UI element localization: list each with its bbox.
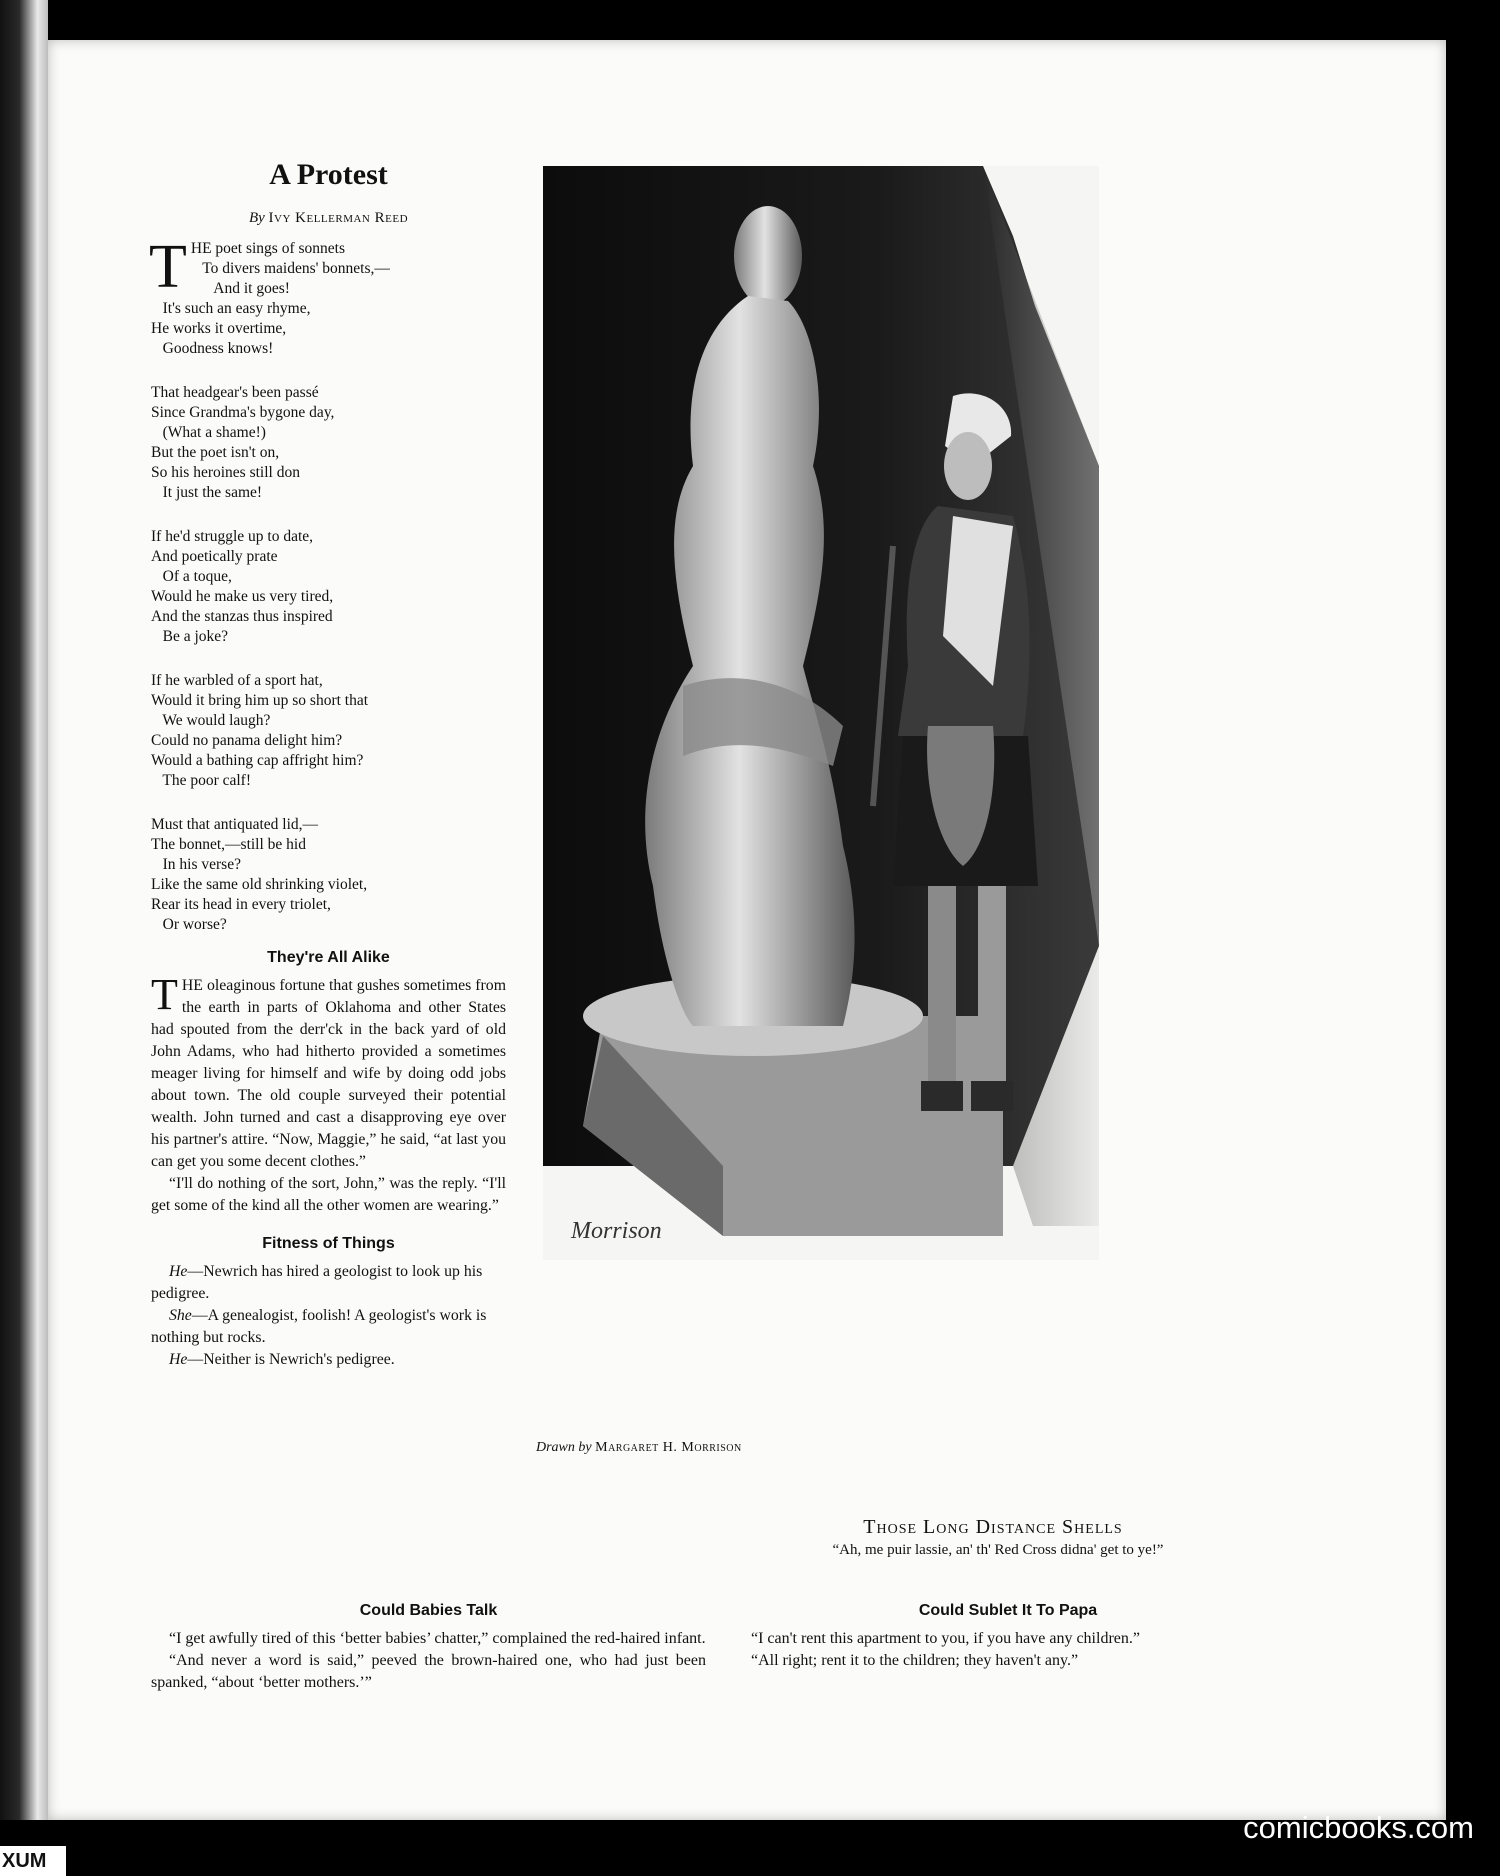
poem-dropcap: T <box>149 233 187 301</box>
site-watermark: comicbooks.com <box>1243 1810 1474 1845</box>
soldier-boot-left <box>921 1081 963 1111</box>
poem-line: Be a joke? <box>151 628 229 645</box>
poem-line: Since Grandma's bygone day, <box>151 404 335 421</box>
poem-line: And the stanzas thus inspired <box>151 608 333 625</box>
fitness-speaker: She <box>169 1307 192 1324</box>
poem-line: Or worse? <box>151 916 227 933</box>
fitness-text: —Neither is Newrich's pedigree. <box>187 1351 395 1368</box>
poem-line: Goodness knows! <box>151 340 274 357</box>
fitness-text: —Newrich has hired a geologist to look up his pedigree. <box>151 1263 483 1302</box>
poem-line: In his verse? <box>151 856 241 873</box>
poem-line: So his heroines still don <box>151 464 300 481</box>
poem-line: Would it bring him up so short that <box>151 692 369 709</box>
left-column <box>151 158 506 1371</box>
poem-stanza-2 <box>151 383 506 503</box>
poem-line: Could no panama delight him? <box>151 732 343 749</box>
fitness-line-1 <box>151 1261 506 1305</box>
sublet-title: Could Sublet It To Papa <box>918 1602 1098 1619</box>
illustration-statue-soldier <box>543 166 1099 1260</box>
alike-body <box>151 970 506 1217</box>
alike-paragraph-1-text: HE oleaginous fortune that gushes sometimes from the earth in parts of Oklahoma and other States had spouted from the derr'ck in the back yard of old John Adams, who had hitherto provided a sometimes meager living for himself and wife by doing odd jobs about town. The old couple surveyed their potential wealth. John turned and cast a disapproving eye over his partner's attire. “Now, Maggie,” he said, “at last you can get you some decent clothes.” <box>151 977 506 1170</box>
illustration-caption-title: Those Long Distance Shells <box>863 1516 1123 1538</box>
poem-line: It just the same! <box>151 484 263 501</box>
soldier-leg-left <box>928 886 956 1086</box>
soldier-leg-right <box>978 886 1006 1086</box>
poem-title: A Protest <box>269 158 388 191</box>
artist-signature: Morrison <box>571 1218 662 1244</box>
sublet-article <box>733 1592 1283 1672</box>
poem-line: (What a shame!) <box>151 424 266 441</box>
sublet-body <box>733 1628 1283 1672</box>
babies-paragraph-1: “I get awfully tired of this ‘better babies’ chatter,” complained the red-haired infant. <box>169 1630 706 1647</box>
poem-stanza-3 <box>151 527 506 647</box>
credit-name: Margaret H. Morrison <box>595 1440 742 1455</box>
soldier-head <box>944 432 992 500</box>
credit-prefix: Drawn by <box>536 1440 592 1455</box>
soldier-boot-right <box>971 1081 1013 1111</box>
poem-line: Would a bathing cap affright him? <box>151 752 364 769</box>
fitness-line-3 <box>151 1349 506 1371</box>
poem-line: To divers maidens' bonnets,— <box>190 260 390 277</box>
byline-by: By <box>248 210 265 226</box>
poem-line: The poor calf! <box>151 772 251 789</box>
poem-line: If he'd struggle up to date, <box>151 528 314 545</box>
poem-line: Like the same old shrinking violet, <box>151 876 368 893</box>
poem-line: Must that antiquated lid,— <box>151 816 319 833</box>
sublet-paragraph-2: “All right; rent it to the children; they haven't any.” <box>751 1652 1079 1669</box>
poem-line: That headgear's been passé <box>151 384 319 401</box>
poem-line: Would he make us very tired, <box>151 588 334 605</box>
alike-paragraph-2: “I'll do nothing of the sort, John,” was the reply. “I'll get some of the kind all the other women are wearing.” <box>151 1175 506 1214</box>
babies-article <box>151 1592 706 1694</box>
alike-title: They're All Alike <box>267 949 390 966</box>
poem-line: He works it overtime, <box>151 320 287 337</box>
poem-line: And it goes! <box>190 280 290 297</box>
babies-paragraph-2: “And never a word is said,” peeved the brown-haired one, who had just been spanked, “about ‘better mothers.’” <box>151 1652 706 1691</box>
corner-tag: XUM <box>0 1846 66 1876</box>
poem-byline <box>151 210 506 227</box>
poem-line: If he warbled of a sport hat, <box>151 672 323 689</box>
poem-line: The bonnet,—still be hid <box>151 836 306 853</box>
fitness-speaker: He <box>169 1263 188 1280</box>
poem-stanza-1 <box>149 233 506 359</box>
illustration-caption-quote: “Ah, me puir lassie, an' th' Red Cross didna' get to ye!” <box>832 1542 1164 1558</box>
fitness-title: Fitness of Things <box>262 1235 395 1252</box>
poem-line: And poetically prate <box>151 548 278 565</box>
alike-paragraph-1 <box>151 970 506 1173</box>
poem-line: Rear its head in every triolet, <box>151 896 331 913</box>
fitness-speaker: He <box>169 1351 188 1368</box>
poem-line: It's such an easy rhyme, <box>151 300 311 317</box>
byline-author: Ivy Kellerman Reed <box>268 210 409 226</box>
magazine-page <box>48 40 1446 1820</box>
poem-stanza-5 <box>151 815 506 935</box>
statue-head <box>734 206 802 306</box>
fitness-text: —A genealogist, foolish! A geologist's work is nothing but rocks. <box>151 1307 487 1346</box>
sublet-paragraph-1: “I can't rent this apartment to you, if you have any children.” <box>751 1630 1140 1647</box>
fitness-body <box>151 1261 506 1371</box>
page-binding-edge <box>0 0 48 1820</box>
poem-line: But the poet isn't on, <box>151 444 280 461</box>
poem-stanza-4 <box>151 671 506 791</box>
illustration-credit <box>536 1440 742 1456</box>
babies-body <box>151 1628 706 1694</box>
poem-line: Of a toque, <box>151 568 232 585</box>
poem-line: HE poet sings of sonnets <box>190 240 346 257</box>
poem-line: We would laugh? <box>151 712 271 729</box>
alike-dropcap: T <box>151 970 178 1019</box>
fitness-line-2 <box>151 1305 506 1349</box>
babies-title: Could Babies Talk <box>359 1602 498 1619</box>
